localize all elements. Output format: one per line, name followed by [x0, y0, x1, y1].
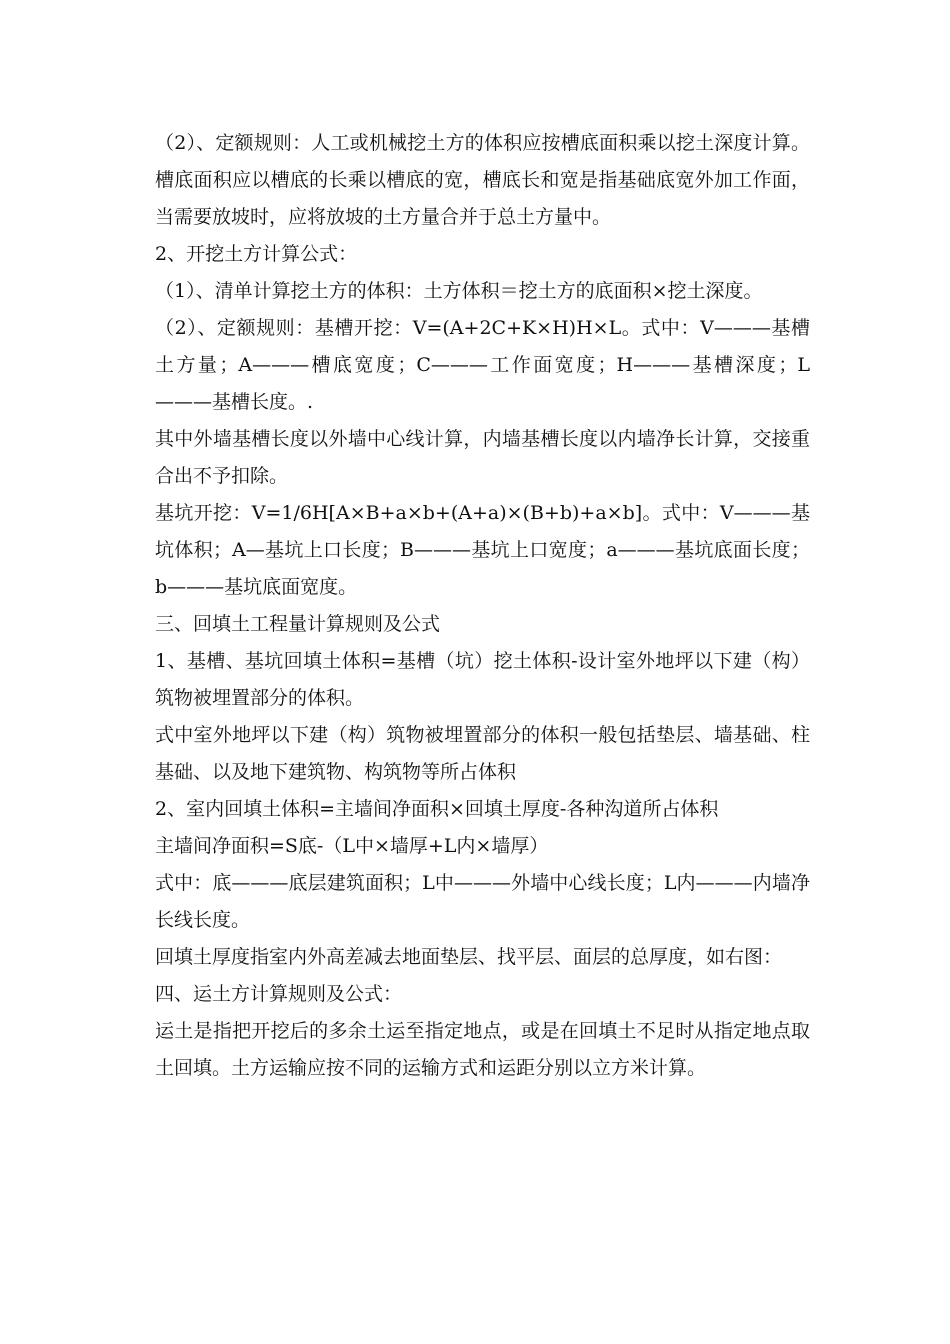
- paragraph-transport: 运土是指把开挖后的多余土运至指定地点，或是在回填土不足时从指定地点取土回填。土方运输应按不同的运输方式和运距分别以立方米计算。: [155, 1020, 810, 1079]
- paragraph-trench-formula: （2）、定额规则：基槽开挖：V=(A+2C+K×H)H×L。式中：V———基槽土方量；A———槽底宽度；C———工作面宽度；H———基槽深度；L———基槽长度。.: [155, 317, 810, 413]
- paragraph-backfill-thickness: 回填土厚度指室内外高差减去地面垫层、找平层、面层的总厚度，如右图：: [155, 946, 783, 968]
- paragraph-net-area: 主墙间净面积=S底-（L中×墙厚+L内×墙厚）: [155, 835, 549, 857]
- heading-transport-rules: 四、运土方计算规则及公式：: [155, 983, 403, 1005]
- paragraph-net-area-legend: 式中：底———底层建筑面积；L中———外墙中心线长度；L内———内墙净长线长度。: [155, 872, 810, 931]
- paragraph-trench-length: 其中外墙基槽长度以外墙中心线计算，内墙基槽长度以内墙净长计算，交接重合出不予扣除。: [155, 428, 810, 487]
- paragraph-indoor-backfill: 2、室内回填土体积=主墙间净面积×回填土厚度-各种沟道所占体积: [155, 798, 719, 820]
- paragraph-quota-rule-volume: （2）、定额规则：人工或机械挖土方的体积应按槽底面积乘以挖土深度计算。槽底面积应以槽底的长乘以槽底的宽，槽底长和宽是指基础底宽外加工作面，当需要放坡时，应将放坡的土方量合并于总土方量中。: [155, 132, 810, 228]
- heading-excavation-formula: 2、开挖土方计算公式：: [155, 243, 358, 265]
- heading-backfill-rules: 三、回填土工程量计算规则及公式: [155, 613, 441, 635]
- paragraph-buried-volume: 式中室外地坪以下建（构）筑物被埋置部分的体积一般包括垫层、墙基础、柱基础、以及地下建筑物、构筑物等所占体积: [155, 724, 810, 783]
- paragraph-bill-volume: （1）、清单计算挖土方的体积：土方体积＝挖土方的底面积×挖土深度。: [155, 280, 763, 302]
- paragraph-pit-formula: 基坑开挖：V=1/6H[A×B+a×b+(A+a)×(B+b)+a×b]。式中：V———基坑体积；A—基坑上口长度；B———基坑上口宽度；a———基坑底面长度；b———基坑底面宽度。: [155, 502, 810, 598]
- document-body: [155, 125, 810, 1087]
- paragraph-backfill-volume: 1、基槽、基坑回填土体积=基槽（坑）挖土体积-设计室外地坪以下建（构）筑物被埋置部分的体积。: [155, 650, 810, 709]
